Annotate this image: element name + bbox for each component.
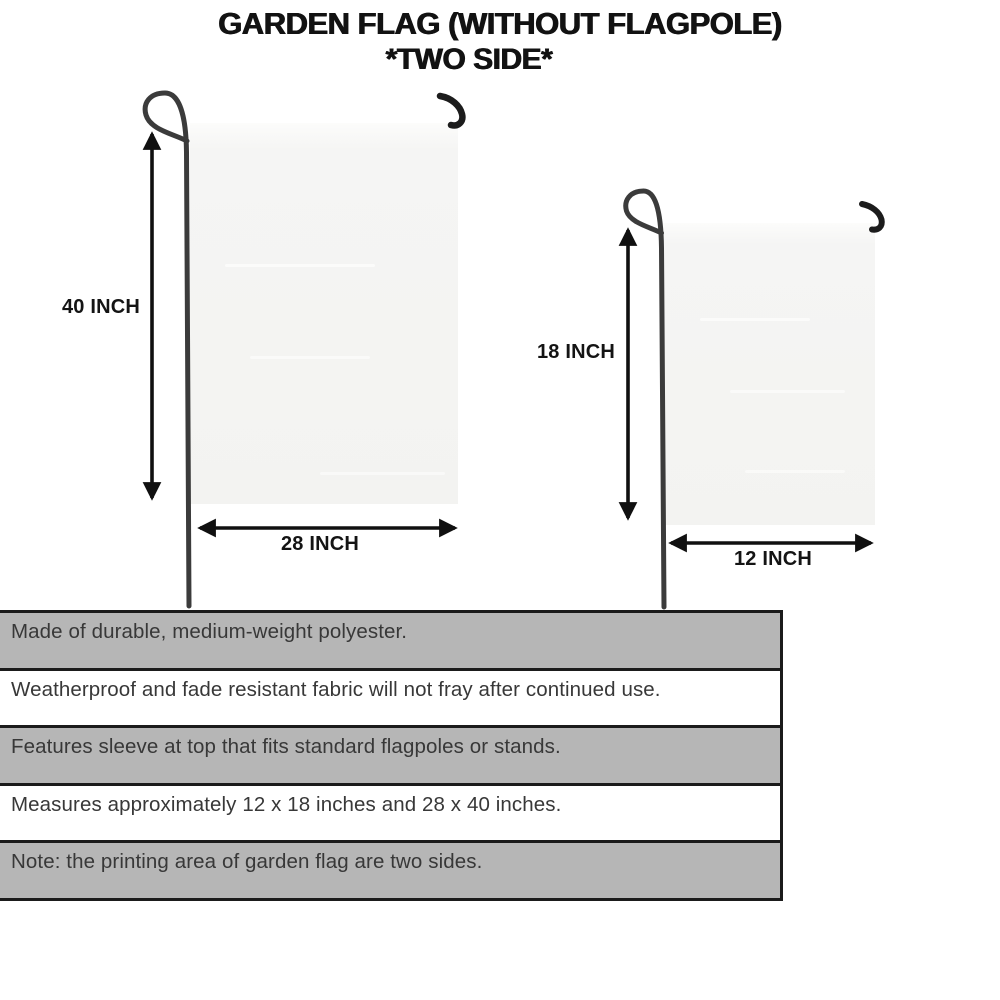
feature-row-sleeve: Features sleeve at top that fits standard flagpoles or stands. bbox=[0, 725, 780, 783]
feature-row-material: Made of durable, medium-weight polyester. bbox=[0, 613, 780, 668]
small-flag-pole bbox=[626, 191, 664, 607]
page-title: GARDEN FLAG (WITHOUT FLAGPOLE) bbox=[218, 6, 782, 41]
small-flag-height-label: 18 INCH bbox=[536, 341, 616, 363]
small-flag-fold-highlight bbox=[730, 390, 845, 393]
features-table bbox=[0, 610, 783, 901]
large-flag-fold-highlight bbox=[225, 264, 375, 267]
large-flag-fold-highlight bbox=[250, 356, 370, 359]
large-flag-height-label: 40 INCH bbox=[61, 296, 141, 318]
page-subtitle: *TWO SIDE* bbox=[385, 43, 553, 77]
feature-row-note: Note: the printing area of garden flag are two sides. bbox=[0, 840, 780, 898]
small-flag-fold-highlight bbox=[700, 318, 810, 321]
large-flag-width-label: 28 INCH bbox=[280, 533, 360, 555]
small-flag-width-label: 12 INCH bbox=[733, 548, 813, 570]
small-flag-fabric bbox=[662, 223, 875, 525]
large-flag-fold-highlight bbox=[320, 472, 445, 475]
large-flag-fabric bbox=[190, 123, 458, 504]
large-flag-hook-icon bbox=[440, 96, 462, 125]
feature-row-measurements: Measures approximately 12 x 18 inches and 28 x 40 inches. bbox=[0, 783, 780, 841]
small-flag-fold-highlight bbox=[745, 470, 845, 473]
feature-row-weatherproof: Weatherproof and fade resistant fabric will not fray after continued use. bbox=[0, 668, 780, 726]
